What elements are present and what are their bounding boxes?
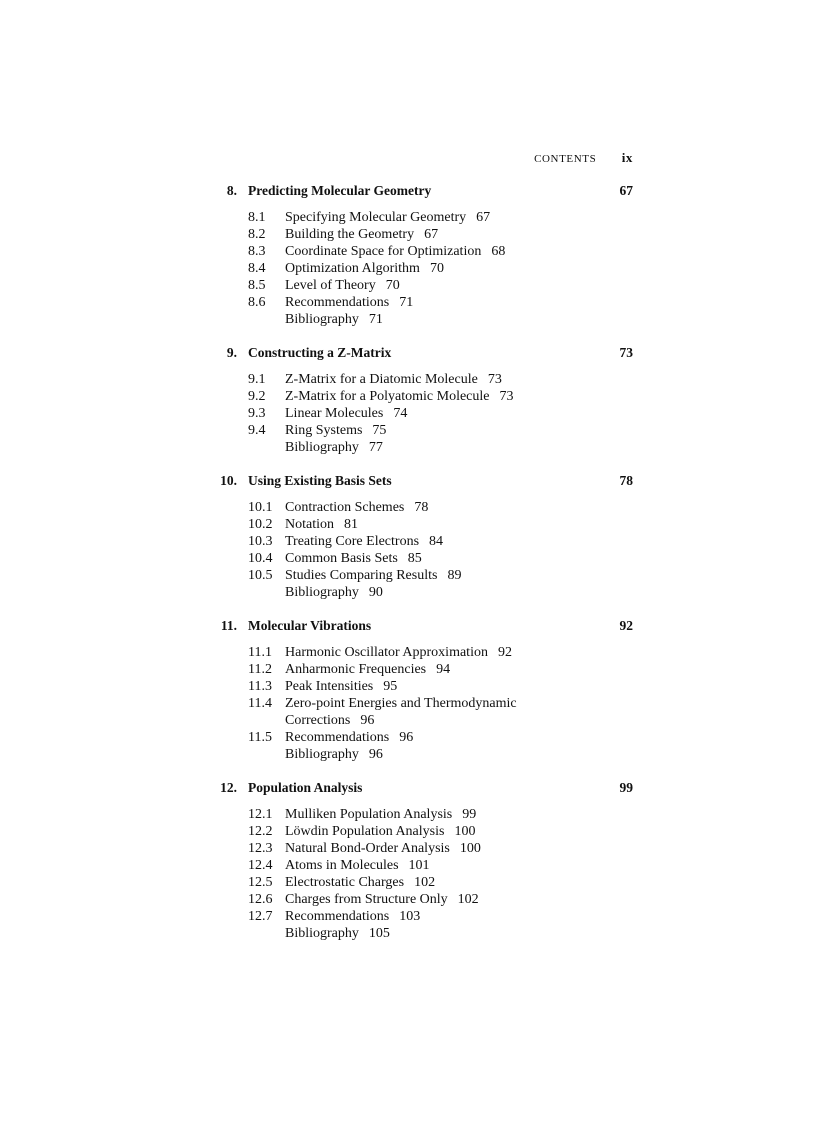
section-title [285,261,444,277]
chapter-page-number: 67 [619,183,633,198]
chapter-entry [0,183,816,329]
section-page-number: 99 [462,807,477,822]
chapter-entry [0,780,816,943]
section-title-text: Bibliography [285,312,359,327]
section-title-text: Recommendations [285,295,390,310]
section-number: 10.4 [248,551,273,566]
chapter-number: 8. [226,183,237,198]
section-page-number: 101 [408,858,430,873]
chapter-heading[interactable] [0,183,816,205]
chapter-number: 11. [220,618,237,633]
section-entry[interactable] [0,909,816,926]
section-list [0,807,816,943]
section-page-number: 68 [491,244,506,259]
section-title [285,679,397,695]
section-number: 11.5 [248,730,272,745]
section-title [285,645,512,661]
section-page-number: 67 [476,210,491,225]
section-title-text: Optimization Algorithm [285,261,420,276]
section-entry[interactable] [0,645,816,662]
section-page-number: 70 [429,261,444,276]
section-number: 8.3 [248,244,266,259]
section-title-text: Recommendations [285,730,390,745]
section-page-number: 94 [436,662,451,677]
chapter-page-number: 78 [619,473,633,488]
section-entry[interactable] [0,389,816,406]
section-page-number: 96 [360,713,375,728]
section-number: 12.2 [248,824,273,839]
chapter-number: 12. [220,780,237,795]
section-number: 11.2 [248,662,272,677]
section-title-text: Corrections [285,713,351,728]
section-entry[interactable] [0,696,816,713]
section-title [285,696,517,712]
section-title-text: Z-Matrix for a Diatomic Molecule [285,372,478,387]
section-entry[interactable] [0,807,816,824]
section-page-number: 73 [487,372,502,387]
section-number: 8.5 [248,278,266,293]
bibliography-entry[interactable] [0,440,816,457]
section-title-text: Atoms in Molecules [285,858,399,873]
section-entry[interactable] [0,261,816,278]
section-number: 10.2 [248,517,273,532]
section-title [285,568,461,584]
section-page-number: 100 [459,841,481,856]
section-title-text: Natural Bond-Order Analysis [285,841,450,856]
chapter-title: Predicting Molecular Geometry [248,183,432,198]
section-number: 11.4 [248,696,272,711]
section-number: 9.1 [248,372,266,387]
section-list [0,210,816,329]
section-page-number: 71 [399,295,414,310]
bibliography-entry[interactable] [0,747,816,764]
chapter-heading[interactable] [0,780,816,802]
section-title [285,210,490,226]
section-title [285,278,400,294]
chapter-page-number: 99 [619,780,633,795]
section-title [285,406,407,422]
section-list [0,645,816,764]
section-title [285,824,475,840]
section-title-text: Studies Comparing Results [285,568,438,583]
section-entry[interactable] [0,662,816,679]
bibliography-entry[interactable] [0,312,816,329]
section-number: 12.1 [248,807,273,822]
section-entry[interactable] [0,730,816,747]
section-number: 9.4 [248,423,266,438]
section-page-number: 102 [457,892,479,907]
section-page-number: 96 [368,747,383,762]
section-number: 10.5 [248,568,273,583]
section-title [285,517,358,533]
section-list [0,500,816,602]
bibliography-entry[interactable] [0,585,816,602]
section-title [285,875,435,891]
section-number: 8.2 [248,227,266,242]
section-title-text: Bibliography [285,440,359,455]
section-page-number: 92 [497,645,512,660]
section-title-text: Level of Theory [285,278,376,293]
section-entry[interactable] [0,713,816,730]
section-title [285,389,514,405]
section-title-text: Building the Geometry [285,227,415,242]
chapter-entry [0,473,816,602]
section-number: 11.1 [248,645,272,660]
bibliography-entry[interactable] [0,926,816,943]
section-title-text: Löwdin Population Analysis [285,824,445,839]
chapter-title: Molecular Vibrations [248,618,372,633]
section-page-number: 85 [407,551,422,566]
section-title [285,926,390,942]
section-page-number: 73 [499,389,514,404]
section-number: 9.2 [248,389,266,404]
chapter-title: Using Existing Basis Sets [248,473,392,488]
section-title-text: Charges from Structure Only [285,892,448,907]
section-entry[interactable] [0,227,816,244]
chapter-heading[interactable] [0,618,816,640]
section-page-number: 75 [372,423,387,438]
section-title [285,841,481,857]
chapter-heading[interactable] [0,345,816,367]
section-page-number: 78 [414,500,429,515]
section-page-number: 70 [385,278,400,293]
section-entry[interactable] [0,892,816,909]
section-title [285,551,422,567]
section-number: 9.3 [248,406,266,421]
section-title [285,858,430,874]
section-list [0,372,816,457]
section-title-text: Zero-point Energies and Thermodynamic [285,696,517,711]
section-number: 11.3 [248,679,272,694]
section-number: 12.5 [248,875,273,890]
section-page-number: 67 [424,227,439,242]
chapter-number: 9. [226,345,237,360]
section-title-text: Common Basis Sets [285,551,398,566]
chapter-entry [0,618,816,764]
section-number: 10.3 [248,534,273,549]
section-entry[interactable] [0,568,816,585]
section-title [285,747,383,763]
section-title-text: Specifying Molecular Geometry [285,210,467,225]
section-entry[interactable] [0,875,816,892]
section-title [285,244,505,260]
section-title [285,295,413,311]
section-page-number: 84 [429,534,444,549]
section-page-number: 71 [368,312,383,327]
chapter-heading[interactable] [0,473,816,495]
section-title [285,372,502,388]
section-page-number: 95 [383,679,398,694]
section-page-number: 103 [399,909,421,924]
section-page-number: 100 [454,824,476,839]
section-entry[interactable] [0,372,816,389]
section-entry[interactable] [0,278,816,295]
section-entry[interactable] [0,824,816,841]
section-page-number: 89 [447,568,462,583]
running-head-label: CONTENTS [534,153,597,165]
section-page-number: 81 [344,517,358,532]
section-entry[interactable] [0,423,816,440]
section-entry[interactable] [0,244,816,261]
section-entry[interactable] [0,534,816,551]
section-title [285,807,476,823]
section-title-text: Bibliography [285,926,359,941]
section-title-text: Electrostatic Charges [285,875,405,890]
section-page-number: 74 [393,406,408,421]
section-title [285,500,428,516]
section-title-text: Mulliken Population Analysis [285,807,453,822]
section-number: 8.6 [248,295,266,310]
table-of-contents [0,183,816,959]
chapter-page-number: 73 [619,345,633,360]
page-number: ix [621,150,633,165]
section-title [285,730,413,746]
section-title [285,892,479,908]
section-title-text: Coordinate Space for Optimization [285,244,482,259]
section-number: 12.7 [248,909,273,924]
section-title-text: Harmonic Oscillator Approximation [285,645,488,660]
section-title [285,312,383,328]
section-title [285,227,438,243]
section-number: 8.1 [248,210,266,225]
section-entry[interactable] [0,841,816,858]
chapter-title: Constructing a Z-Matrix [248,345,392,360]
section-number: 12.4 [248,858,273,873]
section-number: 10.1 [248,500,273,515]
section-page-number: 96 [399,730,414,745]
chapter-number: 10. [220,473,237,488]
section-title-text: Treating Core Electrons [285,534,420,549]
section-title-text: Anharmonic Frequencies [285,662,427,677]
section-title [285,713,374,729]
section-number: 12.6 [248,892,273,907]
section-number: 8.4 [248,261,266,276]
section-title [285,662,450,678]
chapter-title: Population Analysis [248,780,363,795]
section-page-number: 90 [368,585,383,600]
chapter-entry [0,345,816,457]
section-title-text: Z-Matrix for a Polyatomic Molecule [285,389,490,404]
section-number: 12.3 [248,841,273,856]
section-title-text: Ring Systems [285,423,363,438]
section-title-text: Linear Molecules [285,406,384,421]
section-entry[interactable] [0,858,816,875]
section-entry[interactable] [0,551,816,568]
running-head [534,150,633,166]
section-title [285,534,443,550]
section-entry[interactable] [0,679,816,696]
section-title-text: Peak Intensities [285,679,374,694]
section-title [285,585,383,601]
chapter-page-number: 92 [619,618,633,633]
section-title [285,909,420,925]
section-title-text: Contraction Schemes [285,500,405,515]
section-title [285,423,386,439]
section-entry[interactable] [0,295,816,312]
section-page-number: 77 [368,440,383,455]
section-title-text: Notation [285,517,334,532]
section-entry[interactable] [0,210,816,227]
section-title-text: Bibliography [285,747,359,762]
section-title-text: Recommendations [285,909,390,924]
section-entry[interactable] [0,406,816,423]
section-page-number: 105 [368,926,390,941]
section-page-number: 102 [414,875,436,890]
section-entry[interactable] [0,517,816,534]
section-entry[interactable] [0,500,816,517]
section-title [285,440,383,456]
section-title-text: Bibliography [285,585,359,600]
